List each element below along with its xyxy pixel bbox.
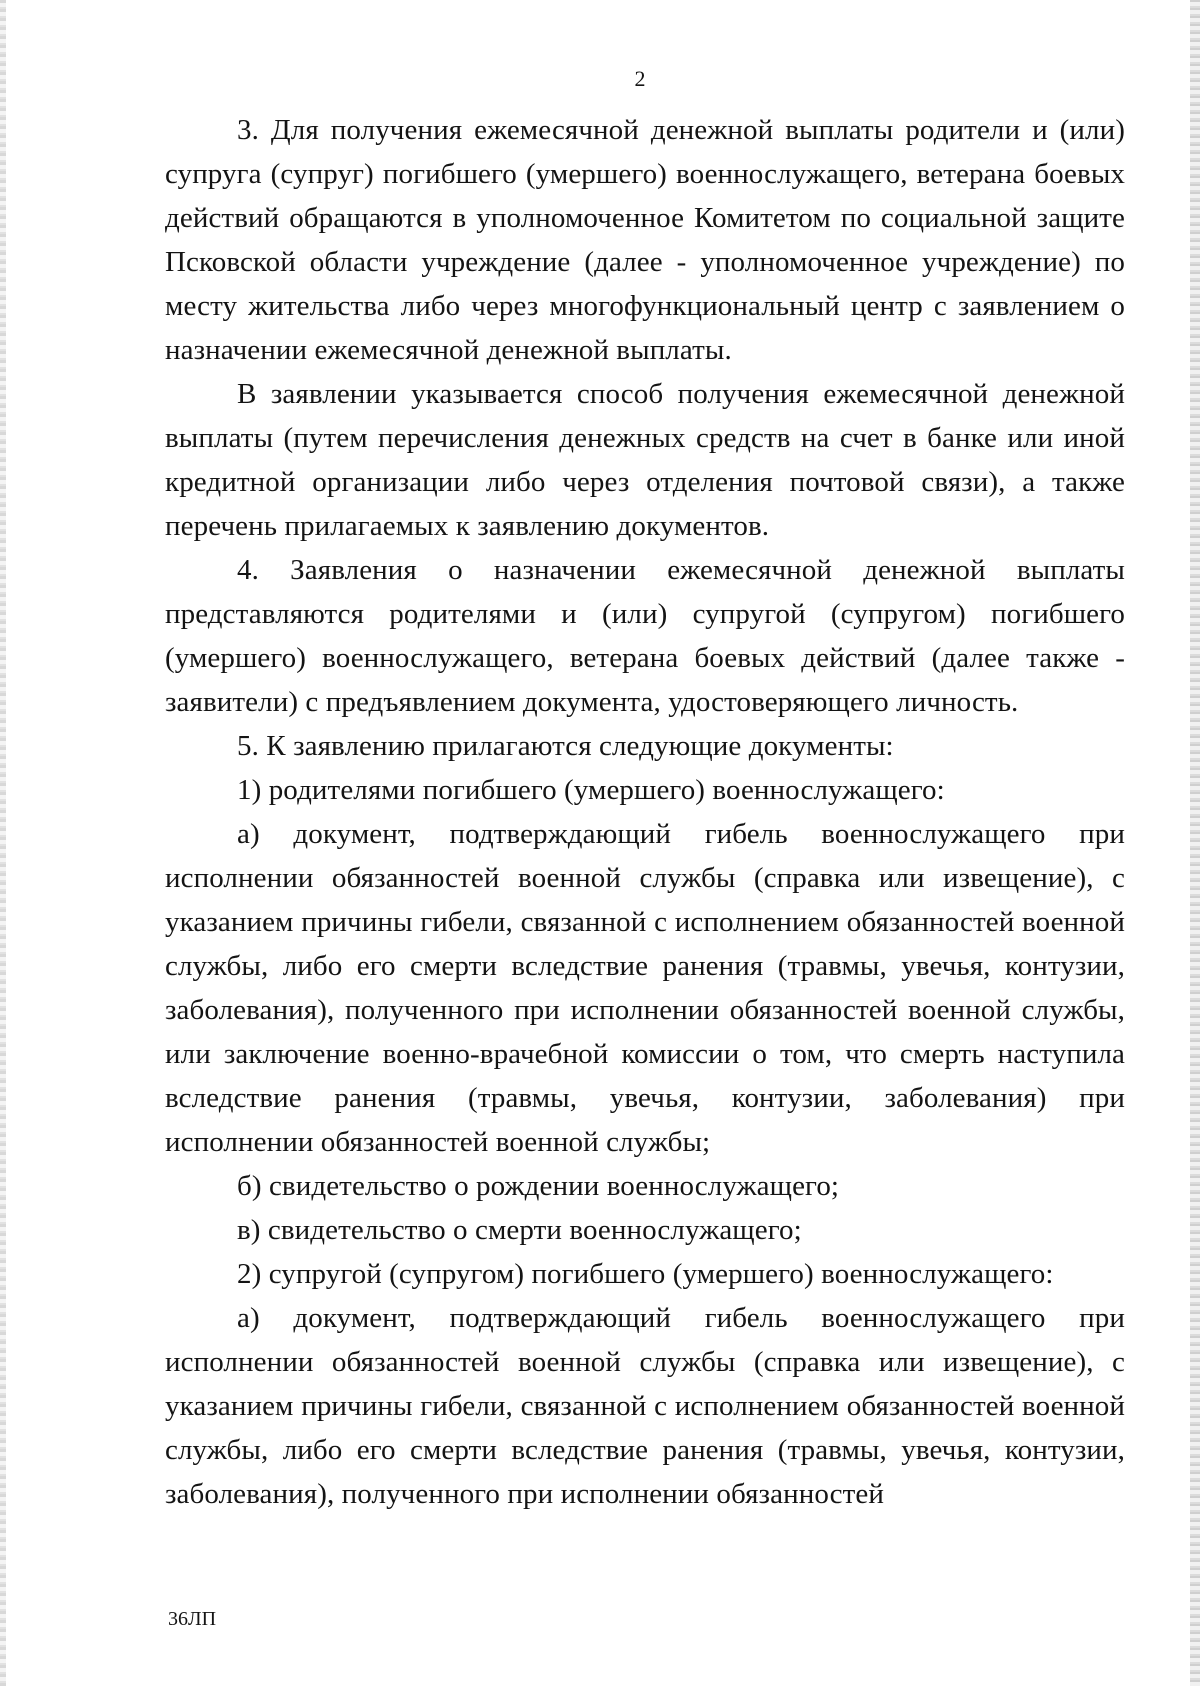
paragraph-4: 4. Заявления о назначении ежемесячной денежной выплаты представляются родителями и (или) супругой (супругом) погибшего (умершего) военнослужащего, ветерана боевых действий (далее также - заявители) с предъявлением документа, удостоверяющего личность.: [165, 554, 1125, 718]
list-item-parents-a: а) документ, подтверждающий гибель военнослужащего при исполнении обязанностей военной службы (справка или извещение), с указанием причины гибели, связанной с исполнением обязанностей военной службы, либо его смерти вследствие ранения (травмы, увечья, контузии, заболевания), полученного при исполнении обязанностей военной службы, или заключение военно-врачебной комиссии о том, что смерть наступила вследствие ранения (травмы, увечья, контузии, заболевания) при исполнении обязанностей военной службы;: [165, 818, 1125, 1158]
list-item-parents-b: б) свидетельство о рождении военнослужащего;: [237, 1170, 840, 1202]
scan-edge-right: [1190, 0, 1200, 1686]
list-item-spouse: 2) супругой (супругом) погибшего (умершего) военнослужащего:: [237, 1258, 1054, 1290]
page-number: 2: [634, 66, 646, 91]
list-item-parents: 1) родителями погибшего (умершего) военнослужащего:: [237, 774, 945, 806]
list-item-parents-c: в) свидетельство о смерти военнослужащего;: [237, 1214, 802, 1246]
document-body: [165, 108, 1125, 1516]
paragraph-3: 3. Для получения ежемесячной денежной выплаты родители и (или) супруга (супруг) погибшего (умершего) военнослужащего, ветерана боевых действий обращаются в уполномоченное Комитетом по социальной защите Псковской области учреждение (далее - уполномоченное учреждение) по месту жительства либо через многофункциональный центр с заявлением о назначении ежемесячной денежной выплаты.: [165, 114, 1125, 366]
footer-document-code: 36ЛП: [168, 1608, 217, 1630]
list-item-spouse-a: а) документ, подтверждающий гибель военнослужащего при исполнении обязанностей военной службы (справка или извещение), с указанием причины гибели, связанной с исполнением обязанностей военной службы, либо его смерти вследствие ранения (травмы, увечья, контузии, заболевания), полученного при исполнении обязанностей: [165, 1302, 1125, 1510]
paragraph-application-method: В заявлении указывается способ получения ежемесячной денежной выплаты (путем перечисления денежных средств на счет в банке или иной кредитной организации либо через отделения почтовой связи), а также перечень прилагаемых к заявлению документов.: [165, 378, 1125, 542]
paragraph-5: 5. К заявлению прилагаются следующие документы:: [237, 730, 894, 762]
scan-edge-left: [0, 0, 6, 1686]
